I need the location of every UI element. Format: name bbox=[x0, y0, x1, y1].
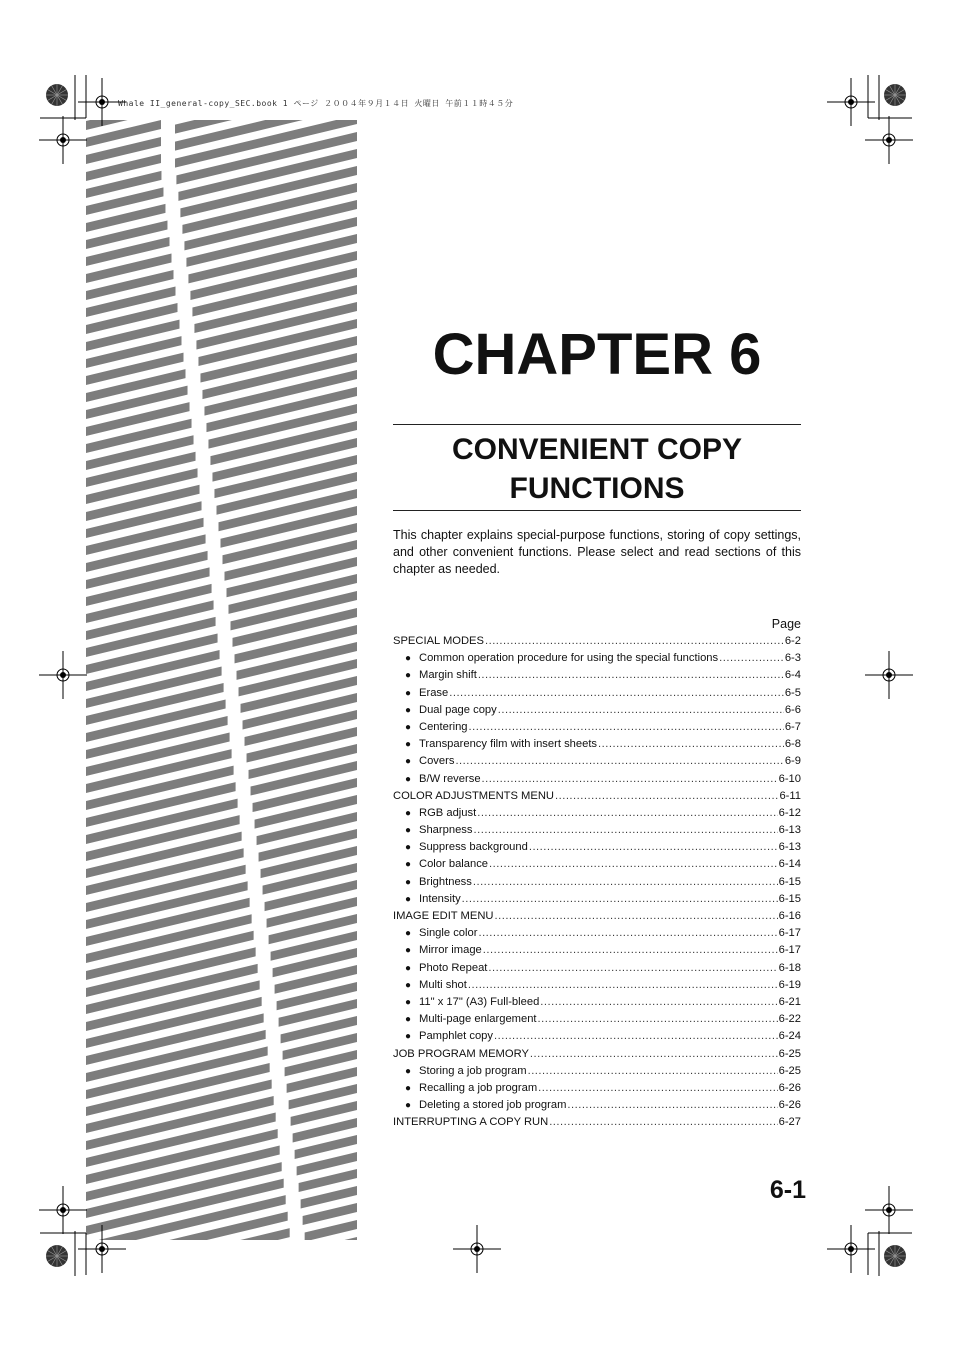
decorative-stripe bbox=[175, 0, 357, 15]
toc-leader-dots bbox=[473, 874, 778, 891]
decorative-stripe bbox=[86, 452, 196, 487]
toc-leader-dots bbox=[494, 1028, 778, 1045]
toc-page-column-label: Page bbox=[771, 617, 801, 631]
toc-entry bbox=[393, 788, 801, 805]
bullet-icon: ● bbox=[405, 756, 412, 768]
toc-entry-page: 6-4 bbox=[784, 669, 801, 682]
decorative-stripe bbox=[247, 727, 357, 762]
toc-entry-page: 6-6 bbox=[784, 703, 801, 716]
title-rule-bottom bbox=[393, 510, 801, 511]
toc-leader-dots bbox=[482, 771, 778, 788]
decorative-stripe bbox=[307, 1288, 357, 1309]
toc-entry bbox=[393, 1011, 801, 1028]
bullet-icon: ● bbox=[405, 1031, 412, 1043]
toc-entry-title: Intensity bbox=[419, 892, 461, 905]
toc-entry-page: 6-14 bbox=[778, 858, 801, 871]
toc-entry-page: 6-13 bbox=[778, 824, 801, 837]
decorative-stripe bbox=[307, 1305, 357, 1326]
toc-entry bbox=[393, 839, 801, 856]
decorative-stripe bbox=[86, 1278, 293, 1337]
decorative-stripe bbox=[86, 1261, 293, 1320]
toc-entry bbox=[393, 736, 801, 753]
bullet-icon: ● bbox=[405, 721, 412, 733]
toc-leader-dots bbox=[719, 650, 784, 667]
toc-entry-page: 6-27 bbox=[778, 1116, 801, 1129]
toc-entry-title: Deleting a stored job program bbox=[419, 1099, 567, 1112]
toc-entry-title: Recalling a job program bbox=[419, 1081, 538, 1094]
toc-entry-title: Transparency film with insert sheets bbox=[419, 738, 598, 751]
table-of-contents bbox=[393, 633, 801, 1131]
toc-leader-dots bbox=[478, 667, 784, 684]
bullet-icon: ● bbox=[405, 825, 412, 837]
toc-entry-title: B/W reverse bbox=[419, 772, 481, 785]
toc-entry-title: Brightness bbox=[419, 875, 472, 888]
bullet-icon: ● bbox=[405, 773, 412, 785]
toc-entry bbox=[393, 650, 801, 667]
decorative-stripe bbox=[86, 0, 161, 11]
bullet-icon: ● bbox=[405, 687, 412, 699]
toc-entry bbox=[393, 822, 801, 839]
toc-entry-title: SPECIAL MODES bbox=[393, 635, 484, 647]
toc-leader-dots bbox=[495, 908, 778, 925]
subtitle-line-1: CONVENIENT COPY bbox=[451, 433, 743, 466]
toc-leader-dots bbox=[555, 788, 778, 805]
subtitle-line-2: FUNCTIONS bbox=[509, 472, 685, 505]
toc-entry-page: 6-10 bbox=[778, 772, 801, 785]
toc-entry bbox=[393, 667, 801, 684]
toc-entry-title: Margin shift bbox=[419, 669, 477, 682]
bullet-icon: ● bbox=[405, 807, 412, 819]
toc-leader-dots bbox=[478, 925, 777, 942]
toc-leader-dots bbox=[529, 839, 778, 856]
toc-leader-dots bbox=[468, 977, 778, 994]
toc-entry bbox=[393, 908, 801, 925]
decorative-stripe bbox=[175, 47, 357, 100]
toc-entry bbox=[393, 925, 801, 942]
toc-entry bbox=[393, 719, 801, 736]
toc-entry-page: 6-18 bbox=[778, 961, 801, 974]
toc-entry bbox=[393, 633, 801, 650]
toc-entry-title: Mirror image bbox=[419, 944, 482, 957]
bullet-icon: ● bbox=[405, 859, 412, 871]
toc-entry-title: RGB adjust bbox=[419, 806, 477, 819]
toc-entry-title: Color balance bbox=[419, 858, 489, 871]
decorative-stripe bbox=[307, 1271, 357, 1292]
toc-entry-page: 6-9 bbox=[784, 755, 801, 768]
toc-entry-title: Pamphlet copy bbox=[419, 1030, 494, 1043]
bullet-icon: ● bbox=[405, 739, 412, 751]
toc-leader-dots bbox=[483, 942, 778, 959]
toc-entry bbox=[393, 1063, 801, 1080]
toc-entry-page: 6-13 bbox=[778, 841, 801, 854]
toc-entry-page: 6-21 bbox=[778, 995, 801, 1008]
toc-entry-title: Single color bbox=[419, 927, 478, 940]
toc-entry bbox=[393, 1114, 801, 1131]
toc-entry-page: 6-16 bbox=[778, 910, 801, 922]
decorative-stripe bbox=[303, 1203, 357, 1225]
toc-entry-page: 6-12 bbox=[778, 806, 801, 819]
toc-entry bbox=[393, 1080, 801, 1097]
toc-entry-page: 6-22 bbox=[778, 1013, 801, 1026]
toc-leader-dots bbox=[489, 856, 778, 873]
toc-entry-title: Photo Repeat bbox=[419, 961, 488, 974]
toc-entry-title: COLOR ADJUSTMENTS MENU bbox=[393, 789, 554, 802]
toc-entry bbox=[393, 771, 801, 788]
toc-entry bbox=[393, 994, 801, 1011]
toc-entry-page: 6-25 bbox=[778, 1064, 801, 1077]
toc-entry-page: 6-17 bbox=[778, 927, 801, 940]
toc-entry-title: Multi shot bbox=[419, 978, 467, 991]
toc-entry bbox=[393, 753, 801, 770]
toc-entry bbox=[393, 891, 801, 908]
toc-leader-dots bbox=[455, 753, 783, 770]
decorative-stripe bbox=[86, 86, 161, 113]
toc-entry-page: 6-7 bbox=[784, 720, 801, 733]
toc-entry bbox=[393, 942, 801, 959]
decorative-stripe bbox=[175, 0, 357, 49]
decorative-stripe bbox=[86, 1, 161, 28]
decorative-stripe bbox=[307, 1237, 357, 1258]
toc-entry-page: 6-24 bbox=[778, 1030, 801, 1043]
decorative-stripe bbox=[86, 1295, 293, 1351]
bullet-icon: ● bbox=[405, 945, 412, 957]
decorative-stripe bbox=[86, 35, 161, 62]
toc-leader-dots bbox=[462, 891, 778, 908]
toc-leader-dots bbox=[530, 1046, 778, 1063]
toc-leader-dots bbox=[498, 702, 784, 719]
decorative-stripe bbox=[307, 1254, 357, 1275]
toc-entry-title: Covers bbox=[419, 755, 455, 768]
toc-entry bbox=[393, 960, 801, 977]
toc-leader-dots bbox=[469, 719, 784, 736]
toc-entry bbox=[393, 977, 801, 994]
toc-entry bbox=[393, 805, 801, 822]
toc-leader-dots bbox=[528, 1063, 778, 1080]
toc-leader-dots bbox=[567, 1097, 777, 1114]
decorative-stripe bbox=[86, 1245, 292, 1303]
toc-entry-page: 6-19 bbox=[778, 978, 801, 991]
decorative-stripe bbox=[86, 69, 161, 96]
chapter-intro: This chapter explains special-purpose functions, storing of copy settings, and other convenient functions. Please select and read sections of this chapter as needed. bbox=[393, 528, 801, 576]
decorative-stripe bbox=[86, 1312, 293, 1351]
toc-leader-dots bbox=[538, 1011, 778, 1028]
toc-entry-title: Centering bbox=[419, 720, 468, 733]
bullet-icon: ● bbox=[405, 979, 412, 991]
decorative-stripe bbox=[86, 1329, 293, 1351]
toc-entry-title: Storing a job program bbox=[419, 1064, 527, 1077]
toc-entry-title: IMAGE EDIT MENU bbox=[393, 910, 494, 922]
toc-entry-title: JOB PROGRAM MEMORY bbox=[393, 1047, 529, 1060]
toc-entry-page: 6-26 bbox=[778, 1099, 801, 1112]
toc-entry bbox=[393, 1028, 801, 1045]
toc-entry-page: 6-8 bbox=[784, 738, 801, 751]
bullet-icon: ● bbox=[405, 928, 412, 940]
toc-entry-title: Sharpness bbox=[419, 824, 473, 837]
decorative-stripe bbox=[175, 64, 357, 117]
toc-leader-dots bbox=[477, 805, 777, 822]
bullet-icon: ● bbox=[405, 893, 412, 905]
page-number: 6-1 bbox=[769, 1176, 806, 1204]
bullet-icon: ● bbox=[405, 1065, 412, 1077]
decorative-stripe bbox=[175, 0, 357, 32]
print-header-line: Whale II_general-copy_SEC.book 1 ページ ２００４年９月１４日 火曜日 午前１１時４５分 bbox=[118, 99, 514, 108]
toc-entry-page: 6-25 bbox=[778, 1047, 801, 1060]
bullet-icon: ● bbox=[405, 842, 412, 854]
toc-entry-page: 6-11 bbox=[779, 789, 801, 802]
toc-entry-page: 6-5 bbox=[784, 686, 801, 699]
chapter-subtitle bbox=[393, 430, 801, 508]
bullet-icon: ● bbox=[405, 653, 412, 665]
toc-entry bbox=[393, 1046, 801, 1063]
toc-entry-page: 6-26 bbox=[778, 1081, 801, 1094]
toc-entry bbox=[393, 856, 801, 873]
bullet-icon: ● bbox=[405, 876, 412, 888]
toc-leader-dots bbox=[538, 1080, 777, 1097]
toc-leader-dots bbox=[598, 736, 784, 753]
toc-entry bbox=[393, 685, 801, 702]
toc-entry-page: 6-15 bbox=[778, 892, 801, 905]
decorative-stripe bbox=[305, 1220, 357, 1242]
chapter-title: CHAPTER 6 bbox=[432, 322, 762, 387]
toc-leader-dots bbox=[474, 822, 778, 839]
toc-entry-title: Common operation procedure for using the special functions bbox=[419, 652, 719, 665]
toc-entry-title: Multi-page enlargement bbox=[419, 1013, 537, 1026]
toc-leader-dots bbox=[540, 994, 777, 1011]
toc-entry-page: 6-3 bbox=[784, 652, 801, 665]
toc-entry-title: INTERRUPTING A COPY RUN bbox=[393, 1116, 549, 1129]
bullet-icon: ● bbox=[405, 1014, 412, 1026]
bullet-icon: ● bbox=[405, 1100, 412, 1112]
toc-leader-dots bbox=[449, 685, 784, 702]
decorative-stripe bbox=[307, 1322, 357, 1343]
toc-entry-page: 6-17 bbox=[778, 944, 801, 957]
bullet-icon: ● bbox=[405, 1082, 412, 1094]
toc-entry-title: Dual page copy bbox=[419, 703, 497, 716]
bullet-icon: ● bbox=[405, 996, 412, 1008]
toc-leader-dots bbox=[549, 1114, 777, 1131]
toc-entry bbox=[393, 1097, 801, 1114]
decorative-stripe bbox=[175, 30, 357, 83]
toc-entry-title: Erase bbox=[419, 686, 449, 699]
toc-entry-title: 11" x 17" (A3) Full-bleed bbox=[419, 995, 540, 1008]
toc-entry bbox=[393, 874, 801, 891]
toc-entry bbox=[393, 702, 801, 719]
decorative-stripe bbox=[86, 1346, 293, 1351]
toc-leader-dots bbox=[488, 960, 777, 977]
toc-entry-page: 6-15 bbox=[778, 875, 801, 888]
toc-entry-title: Suppress background bbox=[419, 841, 528, 854]
toc-leader-dots bbox=[485, 633, 784, 650]
title-rule-top bbox=[393, 424, 801, 425]
decorative-stripe bbox=[307, 1339, 357, 1351]
bullet-icon: ● bbox=[405, 670, 412, 682]
bullet-icon: ● bbox=[405, 704, 412, 716]
bullet-icon: ● bbox=[405, 962, 412, 974]
decorative-stripe bbox=[175, 13, 357, 66]
toc-entry-page: 6-2 bbox=[784, 635, 801, 647]
decorative-stripe bbox=[86, 18, 161, 45]
decorative-stripe bbox=[86, 52, 161, 79]
